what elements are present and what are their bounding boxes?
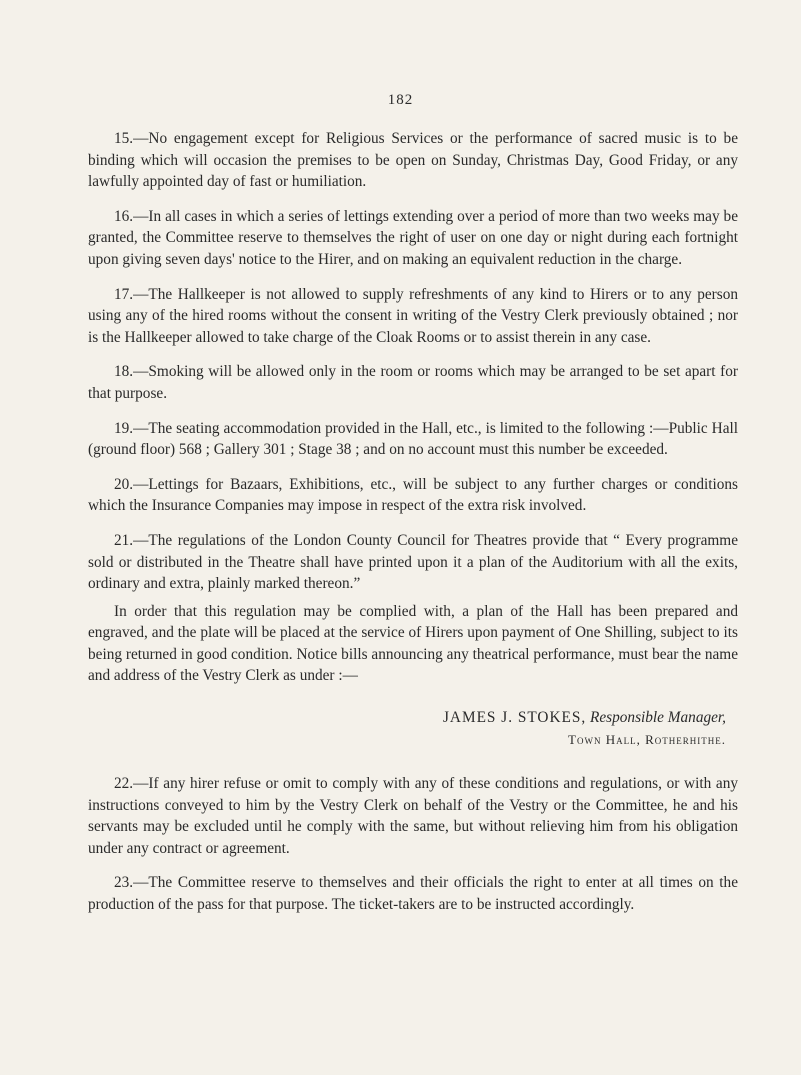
page-number: 182 (387, 92, 414, 108)
paragraph-21-continued: In order that this regulation may be complied with, a plan of the Hall has been prepared and engraved, and the plate will be placed at the service of Hirers upon payment of One Shilling, subject to its being returned in good condition. Notice bills announcing any theatrical performance, must bear the name and address of the Vestry Clerk as under :— (88, 602, 738, 685)
paragraph-19: 19.—The seating accommodation provided in the Hall, etc., is limited to the following :—Public Hall (ground floor) 568 ; Gallery 301 ; Stage 38 ; and on no account must this number be exceeded. (88, 419, 738, 459)
paragraph-22: 22.—If any hirer refuse or omit to comply with any of these conditions and regulations, or with any instructions conveyed to him by the Vestry Clerk on behalf of the Vestry or the Committee, he and his servants may be excluded until he comply with the same, but without relieving him from his obligation under any contract or agreement. (88, 775, 738, 857)
signature-place: Town Hall, Rotherhithe. (568, 732, 726, 748)
paragraph-20: 20.—Lettings for Bazaars, Exhibitions, etc., will be subject to any further charges or conditions which the Insurance Companies may impose in respect of the extra risk involved. (88, 475, 738, 515)
signature-block (88, 707, 726, 751)
signature-role: Responsible Manager, (590, 709, 726, 727)
document-body (88, 128, 738, 929)
signature-name: JAMES J. STOKES, (442, 709, 587, 727)
paragraph-18: 18.—Smoking will be allowed only in the room or rooms which may be arranged to be set apart for that purpose. (88, 363, 738, 402)
paragraph-23: 23.—The Committee reserve to themselves and their officials the right to enter at all times on the production of the pass for that purpose. The ticket-takers are to be instructed accordingly. (88, 874, 738, 914)
paragraph-16: 16.—In all cases in which a series of lettings extending over a period of more than two weeks may be granted, the Committee reserve to themselves the right of user on one day or night during each fortnight upon giving seven days' notice to the Hirer, and on making an equivalent reduction in the charge. (88, 207, 738, 268)
paragraph-15: 15.—No engagement except for Religious Services or the performance of sacred music is to be binding which will occasion the premises to be open on Sunday, Christmas Day, Good Friday, or any lawfully appointed day of fast or humiliation. (88, 130, 738, 191)
paragraph-21: 21.—The regulations of the London County Council for Theatres provide that “ Every programme sold or distributed in the Theatre shall have printed upon it a plan of the Auditorium with all the exits, ordinary and extra, plainly marked thereon.” (88, 531, 738, 593)
paragraph-17: 17.—The Hallkeeper is not allowed to supply refreshments of any kind to Hirers or to any person using any of the hired rooms without the consent in writing of the Vestry Clerk previously obtained ; nor is the Hallkeeper allowed to take charge of the Cloak Rooms or to assist therein in any case. (88, 285, 738, 346)
